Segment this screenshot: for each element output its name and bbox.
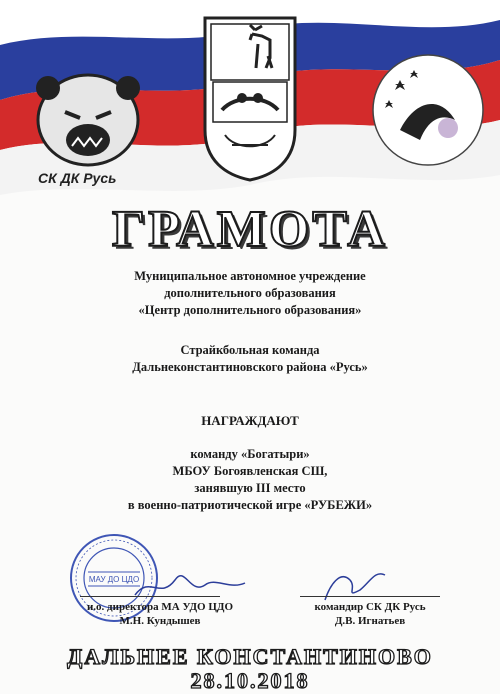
right-signature-icon bbox=[315, 560, 395, 605]
left-signatory-title: и.о. директора МА УДО ЦДО bbox=[86, 601, 234, 613]
club-logo-caption: СК ДК Русь bbox=[38, 170, 117, 186]
recipient-block bbox=[0, 446, 500, 514]
right-signatory-title: командир СК ДК Русь bbox=[314, 601, 426, 613]
recipient-line-1: команду «Богатыри» bbox=[190, 447, 310, 461]
org-line-3: «Центр дополнительного образования» bbox=[138, 303, 362, 317]
recipient-line-3: занявшую III место bbox=[194, 481, 306, 495]
coat-of-arms-icon bbox=[205, 18, 295, 180]
left-signatory-name: М.Н. Кундышев bbox=[119, 615, 201, 627]
right-signature-block bbox=[270, 600, 470, 628]
bear-emblem-icon bbox=[36, 75, 140, 165]
org-line-2: дополнительного образования bbox=[164, 286, 336, 300]
left-signature-block bbox=[60, 600, 260, 628]
organization-block bbox=[0, 268, 500, 319]
team-block bbox=[0, 342, 500, 376]
seal-text: МАУ ДО ЦДО bbox=[88, 575, 140, 584]
team-line-2: Дальнеконстантиновского района «Русь» bbox=[132, 360, 368, 374]
org-line-1: Муниципальное автономное учреждение bbox=[134, 269, 366, 283]
left-signature-line bbox=[80, 596, 220, 597]
team-line-1: Страйкбольная команда bbox=[180, 343, 320, 357]
left-signature-icon bbox=[130, 555, 250, 605]
page-title: ГРАМОТА bbox=[112, 201, 388, 258]
recipient-line-2: МБОУ Богоявленская СШ, bbox=[172, 464, 328, 478]
footer-date: 28.10.2018 bbox=[190, 668, 310, 693]
footer-place: ДАЛЬНЕЕ КОНСТАНТИНОВО bbox=[67, 644, 433, 669]
right-signature-line bbox=[300, 596, 440, 597]
recipient-line-4: в военно-патриотической игре «РУБЕЖИ» bbox=[127, 498, 373, 512]
education-center-emblem-icon bbox=[373, 55, 483, 165]
right-signatory-name: Д.В. Игнатьев bbox=[334, 615, 406, 627]
award-verb: НАГРАЖДАЮТ bbox=[201, 413, 299, 428]
